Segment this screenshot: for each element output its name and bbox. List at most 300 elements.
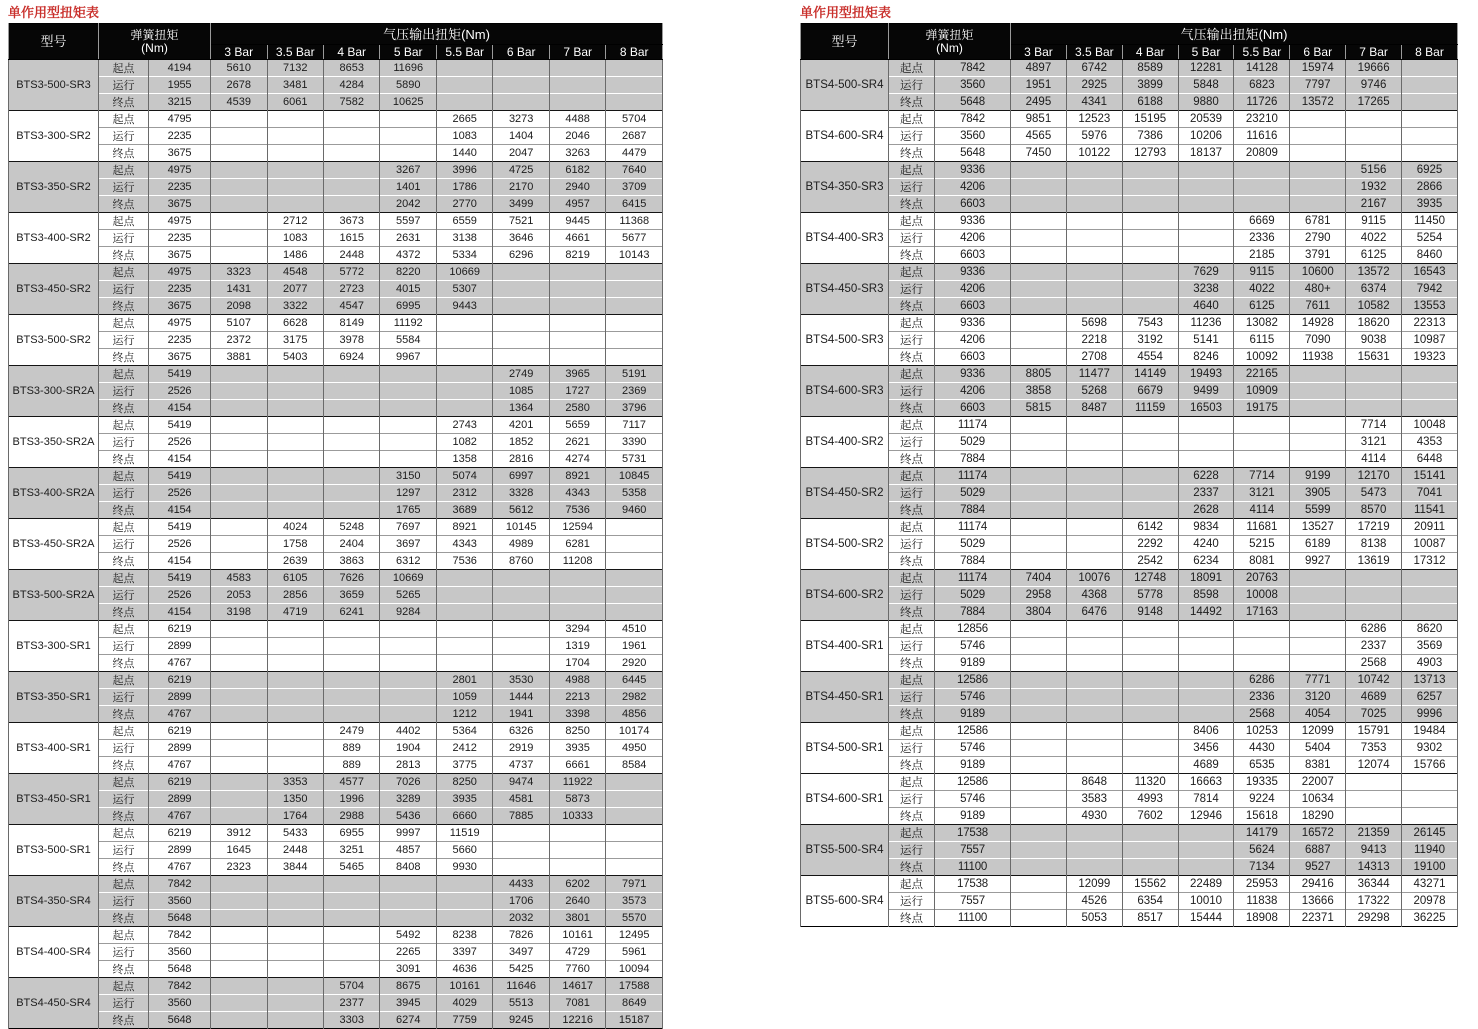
bar-torque-value-cell: 29416 bbox=[1290, 876, 1346, 893]
bar-torque-value-cell bbox=[1122, 672, 1178, 689]
bar-torque-value-cell: 15766 bbox=[1402, 757, 1458, 774]
bar-torque-value-cell bbox=[211, 553, 267, 570]
row-label-cell: 起点 bbox=[99, 723, 149, 740]
row-label-cell: 运行 bbox=[889, 77, 935, 94]
table-body bbox=[801, 60, 1458, 927]
bar-torque-value-cell: 5961 bbox=[606, 944, 663, 961]
bar-torque-value-cell: 2856 bbox=[267, 587, 323, 604]
spring-torque-column-header bbox=[99, 24, 211, 60]
row-label-cell: 起点 bbox=[889, 672, 935, 689]
row-label-cell: 终点 bbox=[889, 604, 935, 621]
model-name-cell: BTS3-400-SR1 bbox=[9, 723, 99, 774]
spring-torque-value-cell: 5648 bbox=[935, 94, 1011, 111]
row-label-cell: 终点 bbox=[889, 400, 935, 417]
bar-torque-value-cell: 3796 bbox=[606, 400, 663, 417]
bar-torque-value-cell bbox=[606, 808, 663, 825]
bar-torque-value-cell bbox=[267, 893, 323, 910]
bar-torque-value-cell bbox=[1122, 434, 1178, 451]
bar-torque-value-cell: 9199 bbox=[1290, 468, 1346, 485]
bar-torque-value-cell bbox=[323, 927, 379, 944]
bar-torque-value-cell bbox=[1346, 604, 1402, 621]
spring-torque-value-cell: 2899 bbox=[149, 791, 211, 808]
bar-pressure-header: 3 Bar bbox=[211, 45, 267, 60]
table-row bbox=[9, 791, 663, 808]
bar-torque-value-cell bbox=[323, 111, 379, 128]
bar-torque-value-cell: 2712 bbox=[267, 213, 323, 230]
spring-torque-value-cell: 4154 bbox=[149, 502, 211, 519]
bar-torque-value-cell: 5660 bbox=[436, 842, 492, 859]
bar-torque-value-cell: 11208 bbox=[549, 553, 605, 570]
spring-torque-value-cell: 4767 bbox=[149, 859, 211, 876]
bar-torque-value-cell bbox=[267, 978, 323, 995]
spring-torque-value-cell: 7884 bbox=[935, 553, 1011, 570]
table-row bbox=[801, 502, 1458, 519]
bar-torque-value-cell: 11519 bbox=[436, 825, 492, 842]
spring-torque-value-cell: 11174 bbox=[935, 570, 1011, 587]
row-label-cell: 运行 bbox=[889, 434, 935, 451]
model-name-cell: BTS4-600-SR2 bbox=[801, 570, 889, 621]
row-label-cell: 运行 bbox=[99, 383, 149, 400]
bar-torque-value-cell bbox=[1402, 604, 1458, 621]
bar-torque-value-cell: 15195 bbox=[1122, 111, 1178, 128]
bar-torque-value-cell: 5215 bbox=[1234, 536, 1290, 553]
bar-torque-value-cell bbox=[267, 995, 323, 1012]
bar-torque-value-cell bbox=[493, 349, 549, 366]
bar-torque-value-cell bbox=[1122, 740, 1178, 757]
bar-torque-value-cell bbox=[1011, 264, 1067, 281]
bar-torque-value-cell: 8589 bbox=[1122, 60, 1178, 77]
bar-torque-value-cell: 13619 bbox=[1346, 553, 1402, 570]
bar-torque-value-cell: 1358 bbox=[436, 451, 492, 468]
bar-torque-value-cell bbox=[1011, 808, 1067, 825]
bar-torque-value-cell: 2919 bbox=[493, 740, 549, 757]
bar-torque-value-cell bbox=[1178, 179, 1234, 196]
bar-torque-value-cell bbox=[606, 791, 663, 808]
spring-torque-value-cell: 5419 bbox=[149, 468, 211, 485]
table-row bbox=[9, 638, 663, 655]
bar-torque-value-cell bbox=[606, 298, 663, 315]
bar-torque-value-cell bbox=[1178, 825, 1234, 842]
bar-torque-value-cell: 10909 bbox=[1234, 383, 1290, 400]
bar-torque-value-cell bbox=[1066, 264, 1122, 281]
bar-torque-value-cell: 15141 bbox=[1402, 468, 1458, 485]
bar-torque-value-cell: 7759 bbox=[436, 1012, 492, 1029]
spring-torque-value-cell: 2235 bbox=[149, 281, 211, 298]
bar-torque-value-cell: 16503 bbox=[1178, 400, 1234, 417]
bar-torque-value-cell: 4402 bbox=[380, 723, 436, 740]
bar-torque-value-cell: 5513 bbox=[493, 995, 549, 1012]
bar-torque-value-cell bbox=[380, 893, 436, 910]
spring-torque-value-cell: 4767 bbox=[149, 706, 211, 723]
bar-torque-value-cell: 6286 bbox=[1234, 672, 1290, 689]
bar-torque-value-cell: 15974 bbox=[1290, 60, 1346, 77]
bar-torque-value-cell bbox=[380, 145, 436, 162]
bar-torque-value-cell: 3294 bbox=[549, 621, 605, 638]
bar-torque-value-cell: 3673 bbox=[323, 213, 379, 230]
row-label-cell: 起点 bbox=[889, 60, 935, 77]
bar-torque-value-cell bbox=[380, 655, 436, 672]
row-label-cell: 起点 bbox=[99, 570, 149, 587]
bar-torque-value-cell bbox=[211, 111, 267, 128]
bar-torque-value-cell: 4636 bbox=[436, 961, 492, 978]
bar-torque-value-cell bbox=[1122, 298, 1178, 315]
bar-torque-value-cell: 5334 bbox=[436, 247, 492, 264]
bar-torque-value-cell bbox=[1122, 281, 1178, 298]
bar-torque-value-cell bbox=[267, 876, 323, 893]
spring-torque-value-cell: 5029 bbox=[935, 434, 1011, 451]
bar-torque-value-cell: 9474 bbox=[493, 774, 549, 791]
bar-torque-value-cell: 4343 bbox=[549, 485, 605, 502]
row-label-cell: 终点 bbox=[99, 655, 149, 672]
bar-torque-value-cell: 14492 bbox=[1178, 604, 1234, 621]
model-name-cell: BTS4-400-SR2 bbox=[801, 417, 889, 468]
bar-torque-value-cell: 19323 bbox=[1402, 349, 1458, 366]
row-label-cell: 运行 bbox=[99, 638, 149, 655]
bar-torque-value-cell bbox=[1122, 689, 1178, 706]
bar-torque-value-cell bbox=[1402, 145, 1458, 162]
bar-torque-value-cell: 5492 bbox=[380, 927, 436, 944]
bar-torque-value-cell: 7611 bbox=[1290, 298, 1346, 315]
table-row bbox=[9, 672, 663, 689]
bar-torque-value-cell: 6189 bbox=[1290, 536, 1346, 553]
table-row bbox=[9, 145, 663, 162]
model-name-cell: BTS4-500-SR3 bbox=[801, 315, 889, 366]
bar-torque-value-cell: 2568 bbox=[1346, 655, 1402, 672]
bar-torque-value-cell: 13572 bbox=[1346, 264, 1402, 281]
bar-torque-value-cell bbox=[267, 740, 323, 757]
bar-torque-value-cell: 5778 bbox=[1122, 587, 1178, 604]
bar-torque-value-cell: 9927 bbox=[1290, 553, 1346, 570]
bar-torque-value-cell bbox=[1234, 162, 1290, 179]
bar-torque-value-cell bbox=[436, 77, 492, 94]
spring-torque-value-cell: 2526 bbox=[149, 485, 211, 502]
spring-torque-value-cell: 5648 bbox=[149, 910, 211, 927]
bar-torque-value-cell bbox=[1346, 383, 1402, 400]
table-row bbox=[9, 417, 663, 434]
bar-torque-value-cell bbox=[267, 162, 323, 179]
bar-torque-value-cell bbox=[493, 281, 549, 298]
bar-torque-value-cell: 13572 bbox=[1290, 94, 1346, 111]
row-label-cell: 运行 bbox=[889, 638, 935, 655]
spring-torque-value-cell: 4206 bbox=[935, 281, 1011, 298]
bar-torque-value-cell: 3303 bbox=[323, 1012, 379, 1029]
table-row bbox=[801, 570, 1458, 587]
bar-torque-value-cell: 20539 bbox=[1178, 111, 1234, 128]
spring-torque-value-cell: 5746 bbox=[935, 740, 1011, 757]
spring-torque-column-header bbox=[889, 24, 1011, 60]
bar-torque-value-cell bbox=[549, 60, 605, 77]
bar-torque-value-cell bbox=[323, 196, 379, 213]
bar-torque-value-cell: 4689 bbox=[1346, 689, 1402, 706]
row-label-cell: 终点 bbox=[889, 910, 935, 927]
model-name-cell: BTS3-450-SR2 bbox=[9, 264, 99, 315]
bar-pressure-header: 3 Bar bbox=[1011, 45, 1067, 60]
table-row bbox=[801, 247, 1458, 264]
bar-torque-value-cell bbox=[436, 366, 492, 383]
bar-torque-value-cell bbox=[211, 876, 267, 893]
bar-torque-value-cell: 8220 bbox=[380, 264, 436, 281]
row-label-cell: 终点 bbox=[99, 349, 149, 366]
bar-torque-value-cell: 3499 bbox=[493, 196, 549, 213]
bar-torque-value-cell: 5268 bbox=[1066, 383, 1122, 400]
bar-torque-value-cell: 7760 bbox=[549, 961, 605, 978]
bar-torque-value-cell: 11541 bbox=[1402, 502, 1458, 519]
row-label-cell: 终点 bbox=[889, 145, 935, 162]
bar-pressure-header: 4 Bar bbox=[1122, 45, 1178, 60]
table-row bbox=[9, 162, 663, 179]
row-label-cell: 运行 bbox=[889, 128, 935, 145]
bar-torque-value-cell: 4548 bbox=[267, 264, 323, 281]
bar-torque-value-cell: 8406 bbox=[1178, 723, 1234, 740]
spring-torque-value-cell: 7842 bbox=[149, 927, 211, 944]
spring-torque-value-cell: 7842 bbox=[935, 111, 1011, 128]
table-row bbox=[9, 332, 663, 349]
bar-torque-value-cell: 2640 bbox=[549, 893, 605, 910]
bar-torque-value-cell: 17219 bbox=[1346, 519, 1402, 536]
bar-torque-value-cell: 10174 bbox=[606, 723, 663, 740]
bar-torque-value-cell: 10048 bbox=[1402, 417, 1458, 434]
bar-torque-value-cell bbox=[493, 638, 549, 655]
bar-torque-value-cell bbox=[1234, 621, 1290, 638]
spring-torque-value-cell: 5746 bbox=[935, 689, 1011, 706]
bar-torque-value-cell bbox=[211, 196, 267, 213]
bar-torque-value-cell bbox=[1402, 60, 1458, 77]
bar-torque-value-cell bbox=[211, 485, 267, 502]
bar-torque-value-cell bbox=[1066, 162, 1122, 179]
bar-torque-value-cell bbox=[267, 757, 323, 774]
bar-torque-value-cell bbox=[1234, 196, 1290, 213]
table-row bbox=[9, 757, 663, 774]
bar-torque-value-cell: 480+ bbox=[1290, 281, 1346, 298]
bar-torque-value-cell bbox=[1346, 366, 1402, 383]
table-row bbox=[801, 808, 1458, 825]
bar-torque-value-cell bbox=[1011, 230, 1067, 247]
bar-torque-value-cell bbox=[606, 604, 663, 621]
row-label-cell: 终点 bbox=[889, 94, 935, 111]
bar-torque-value-cell bbox=[380, 672, 436, 689]
bar-torque-value-cell bbox=[323, 689, 379, 706]
bar-torque-value-cell: 3353 bbox=[267, 774, 323, 791]
spring-torque-value-cell: 11100 bbox=[935, 859, 1011, 876]
bar-torque-value-cell: 7536 bbox=[436, 553, 492, 570]
spring-torque-value-cell: 6219 bbox=[149, 825, 211, 842]
bar-torque-value-cell bbox=[323, 468, 379, 485]
bar-torque-value-cell bbox=[493, 621, 549, 638]
bar-torque-value-cell: 9997 bbox=[380, 825, 436, 842]
row-label-cell: 运行 bbox=[99, 485, 149, 502]
bar-torque-value-cell bbox=[1178, 655, 1234, 672]
spring-torque-value-cell: 5419 bbox=[149, 519, 211, 536]
bar-torque-value-cell: 5731 bbox=[606, 451, 663, 468]
bar-torque-value-cell bbox=[1011, 689, 1067, 706]
bar-torque-value-cell: 20809 bbox=[1234, 145, 1290, 162]
bar-torque-value-cell: 12281 bbox=[1178, 60, 1234, 77]
row-label-cell: 起点 bbox=[889, 213, 935, 230]
bar-torque-value-cell bbox=[323, 706, 379, 723]
bar-torque-value-cell: 9499 bbox=[1178, 383, 1234, 400]
bar-torque-value-cell: 2336 bbox=[1234, 230, 1290, 247]
bar-torque-value-cell: 8598 bbox=[1178, 587, 1234, 604]
row-label-cell: 终点 bbox=[99, 859, 149, 876]
bar-torque-value-cell: 3573 bbox=[606, 893, 663, 910]
bar-torque-value-cell: 8653 bbox=[323, 60, 379, 77]
bar-torque-value-cell bbox=[436, 400, 492, 417]
table-row bbox=[801, 281, 1458, 298]
bar-torque-value-cell bbox=[606, 94, 663, 111]
bar-torque-value-cell bbox=[1011, 502, 1067, 519]
bar-torque-value-cell: 12495 bbox=[606, 927, 663, 944]
row-label-cell: 起点 bbox=[889, 111, 935, 128]
bar-torque-value-cell: 7814 bbox=[1178, 791, 1234, 808]
bar-torque-value-cell bbox=[1011, 196, 1067, 213]
bar-torque-value-cell: 2337 bbox=[1178, 485, 1234, 502]
bar-torque-value-cell bbox=[267, 434, 323, 451]
bar-torque-value-cell: 22371 bbox=[1290, 910, 1346, 927]
bar-torque-value-cell: 7626 bbox=[323, 570, 379, 587]
bar-torque-value-cell bbox=[1011, 859, 1067, 876]
bar-torque-value-cell: 6535 bbox=[1234, 757, 1290, 774]
model-name-cell: BTS4-600-SR3 bbox=[801, 366, 889, 417]
bar-torque-value-cell: 6281 bbox=[549, 536, 605, 553]
bar-torque-value-cell bbox=[1011, 842, 1067, 859]
bar-torque-value-cell: 6660 bbox=[436, 808, 492, 825]
bar-torque-value-cell: 8487 bbox=[1066, 400, 1122, 417]
table-row bbox=[801, 468, 1458, 485]
bar-torque-value-cell bbox=[549, 587, 605, 604]
bar-torque-value-cell bbox=[1290, 417, 1346, 434]
bar-torque-value-cell: 5624 bbox=[1234, 842, 1290, 859]
bar-torque-value-cell: 3583 bbox=[1066, 791, 1122, 808]
spring-torque-value-cell: 12586 bbox=[935, 723, 1011, 740]
bar-torque-value-cell: 6374 bbox=[1346, 281, 1402, 298]
bar-torque-value-cell: 3138 bbox=[436, 230, 492, 247]
bar-torque-value-cell: 3497 bbox=[493, 944, 549, 961]
bar-torque-value-cell: 4240 bbox=[1178, 536, 1234, 553]
bar-torque-value-cell bbox=[1402, 400, 1458, 417]
row-label-cell: 运行 bbox=[99, 842, 149, 859]
bar-torque-value-cell: 7714 bbox=[1346, 417, 1402, 434]
bar-torque-value-cell: 4022 bbox=[1346, 230, 1402, 247]
bar-torque-value-cell bbox=[323, 502, 379, 519]
bar-torque-value-cell: 1961 bbox=[606, 638, 663, 655]
bar-torque-value-cell: 1764 bbox=[267, 808, 323, 825]
bar-torque-value-cell: 6628 bbox=[267, 315, 323, 332]
bar-torque-value-cell bbox=[1346, 570, 1402, 587]
bar-torque-value-cell: 3273 bbox=[493, 111, 549, 128]
bar-torque-value-cell bbox=[1178, 434, 1234, 451]
bar-torque-value-cell: 2077 bbox=[267, 281, 323, 298]
bar-torque-value-cell bbox=[211, 808, 267, 825]
bar-torque-value-cell bbox=[1178, 706, 1234, 723]
bar-torque-value-cell: 9930 bbox=[436, 859, 492, 876]
bar-torque-value-cell bbox=[1011, 332, 1067, 349]
bar-torque-value-cell: 8620 bbox=[1402, 621, 1458, 638]
model-name-cell: BTS4-450-SR3 bbox=[801, 264, 889, 315]
bar-torque-value-cell: 12170 bbox=[1346, 468, 1402, 485]
bar-torque-value-cell: 6228 bbox=[1178, 468, 1234, 485]
bar-torque-value-cell: 19493 bbox=[1178, 366, 1234, 383]
row-label-cell: 起点 bbox=[99, 825, 149, 842]
spring-torque-value-cell: 2899 bbox=[149, 689, 211, 706]
row-label-cell: 运行 bbox=[99, 128, 149, 145]
bar-torque-value-cell: 3322 bbox=[267, 298, 323, 315]
bar-torque-value-cell: 1319 bbox=[549, 638, 605, 655]
bar-torque-value-cell: 2628 bbox=[1178, 502, 1234, 519]
bar-torque-value-cell: 5265 bbox=[380, 587, 436, 604]
table-row bbox=[9, 519, 663, 536]
bar-torque-value-cell: 2448 bbox=[323, 247, 379, 264]
bar-torque-value-cell bbox=[211, 757, 267, 774]
bar-torque-value-cell: 11726 bbox=[1234, 94, 1290, 111]
bar-torque-value-cell: 4024 bbox=[267, 519, 323, 536]
table-row bbox=[9, 264, 663, 281]
bar-torque-value-cell: 3289 bbox=[380, 791, 436, 808]
bar-torque-value-cell bbox=[1122, 502, 1178, 519]
model-name-cell: BTS4-600-SR1 bbox=[801, 774, 889, 825]
bar-torque-value-cell: 889 bbox=[323, 757, 379, 774]
row-label-cell: 起点 bbox=[99, 519, 149, 536]
bar-torque-value-cell: 14179 bbox=[1234, 825, 1290, 842]
bar-torque-value-cell: 23210 bbox=[1234, 111, 1290, 128]
row-label-cell: 运行 bbox=[99, 281, 149, 298]
bar-torque-value-cell bbox=[267, 145, 323, 162]
bar-torque-value-cell bbox=[1066, 723, 1122, 740]
bar-torque-value-cell bbox=[493, 264, 549, 281]
bar-torque-value-cell bbox=[1066, 502, 1122, 519]
bar-torque-value-cell: 3328 bbox=[493, 485, 549, 502]
bar-torque-value-cell: 15631 bbox=[1346, 349, 1402, 366]
bar-torque-value-cell bbox=[1066, 468, 1122, 485]
row-label-cell: 运行 bbox=[889, 740, 935, 757]
bar-torque-value-cell bbox=[211, 672, 267, 689]
row-label-cell: 运行 bbox=[889, 230, 935, 247]
bar-torque-value-cell: 7885 bbox=[493, 808, 549, 825]
bar-torque-value-cell bbox=[1011, 485, 1067, 502]
bar-torque-value-cell: 7771 bbox=[1290, 672, 1346, 689]
bar-torque-value-cell: 4993 bbox=[1122, 791, 1178, 808]
bar-torque-value-cell: 4950 bbox=[606, 740, 663, 757]
bar-torque-value-cell: 9967 bbox=[380, 349, 436, 366]
row-label-cell: 终点 bbox=[99, 1012, 149, 1029]
spring-torque-value-cell: 5419 bbox=[149, 417, 211, 434]
bar-torque-value-cell: 7971 bbox=[606, 876, 663, 893]
bar-torque-value-cell bbox=[1011, 281, 1067, 298]
bar-torque-value-cell bbox=[549, 842, 605, 859]
bar-torque-value-cell bbox=[1011, 757, 1067, 774]
table-header bbox=[9, 24, 663, 60]
bar-torque-value-cell bbox=[267, 502, 323, 519]
row-label-cell: 运行 bbox=[889, 179, 935, 196]
bar-torque-value-cell: 17588 bbox=[606, 978, 663, 995]
table-row bbox=[9, 944, 663, 961]
bar-torque-value-cell: 4719 bbox=[267, 604, 323, 621]
bar-torque-value-cell: 2665 bbox=[436, 111, 492, 128]
bar-torque-value-cell bbox=[436, 570, 492, 587]
bar-torque-value-cell: 2412 bbox=[436, 740, 492, 757]
bar-torque-value-cell bbox=[1122, 162, 1178, 179]
table-title: 单作用型扭矩表 bbox=[800, 5, 892, 20]
bar-torque-value-cell bbox=[1122, 638, 1178, 655]
table-row bbox=[9, 434, 663, 451]
table-row bbox=[801, 60, 1458, 77]
bar-torque-value-cell: 5465 bbox=[323, 859, 379, 876]
bar-torque-value-cell: 10206 bbox=[1178, 128, 1234, 145]
bar-torque-value-cell bbox=[1066, 672, 1122, 689]
bar-torque-value-cell bbox=[1011, 451, 1067, 468]
bar-torque-value-cell: 5433 bbox=[267, 825, 323, 842]
bar-torque-value-cell bbox=[549, 281, 605, 298]
spring-torque-value-cell: 3675 bbox=[149, 196, 211, 213]
